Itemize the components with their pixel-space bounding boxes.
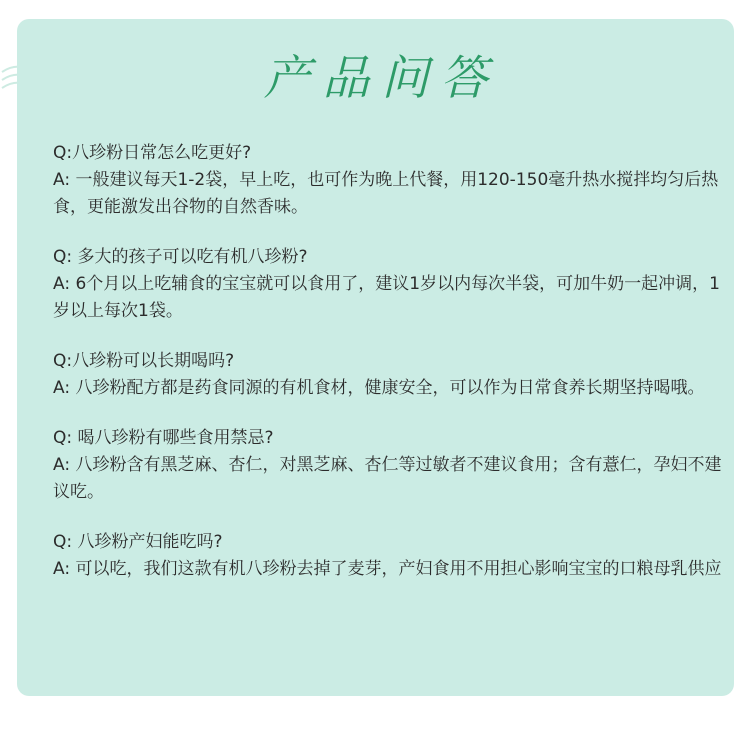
question: Q:八珍粉日常怎么吃更好? bbox=[53, 143, 252, 163]
question: Q:八珍粉可以长期喝吗? bbox=[53, 351, 235, 371]
qa-item bbox=[53, 244, 723, 325]
qa-item bbox=[53, 529, 723, 583]
qa-item bbox=[53, 348, 723, 402]
qa-item bbox=[53, 425, 723, 506]
answer: A: 八珍粉配方都是药食同源的有机食材，健康安全，可以作为日常食养长期坚持喝哦。 bbox=[53, 378, 705, 398]
qa-item bbox=[53, 140, 723, 221]
answer: A: 可以吃，我们这款有机八珍粉去掉了麦芽，产妇食用不用担心影响宝宝的口粮母乳供应 bbox=[53, 559, 722, 579]
question: Q: 喝八珍粉有哪些食用禁忌? bbox=[53, 428, 274, 448]
answer: A: 一般建议每天1-2袋，早上吃，也可作为晚上代餐，用120-150毫升热水搅拌均匀后热食，更能激发出谷物的自然香味。 bbox=[53, 170, 719, 217]
answer: A: 八珍粉含有黑芝麻、杏仁，对黑芝麻、杏仁等过敏者不建议食用；含有薏仁，孕妇不建议吃。 bbox=[53, 455, 722, 502]
question: Q: 八珍粉产妇能吃吗? bbox=[53, 532, 223, 552]
faq-card bbox=[17, 19, 734, 696]
qa-list bbox=[53, 140, 723, 606]
page-title: 产品问答 bbox=[263, 51, 500, 106]
answer: A: 6个月以上吃辅食的宝宝就可以食用了，建议1岁以内每次半袋，可加牛奶一起冲调，1岁以上每次1袋。 bbox=[53, 274, 720, 321]
question: Q: 多大的孩子可以吃有机八珍粉? bbox=[53, 247, 308, 267]
